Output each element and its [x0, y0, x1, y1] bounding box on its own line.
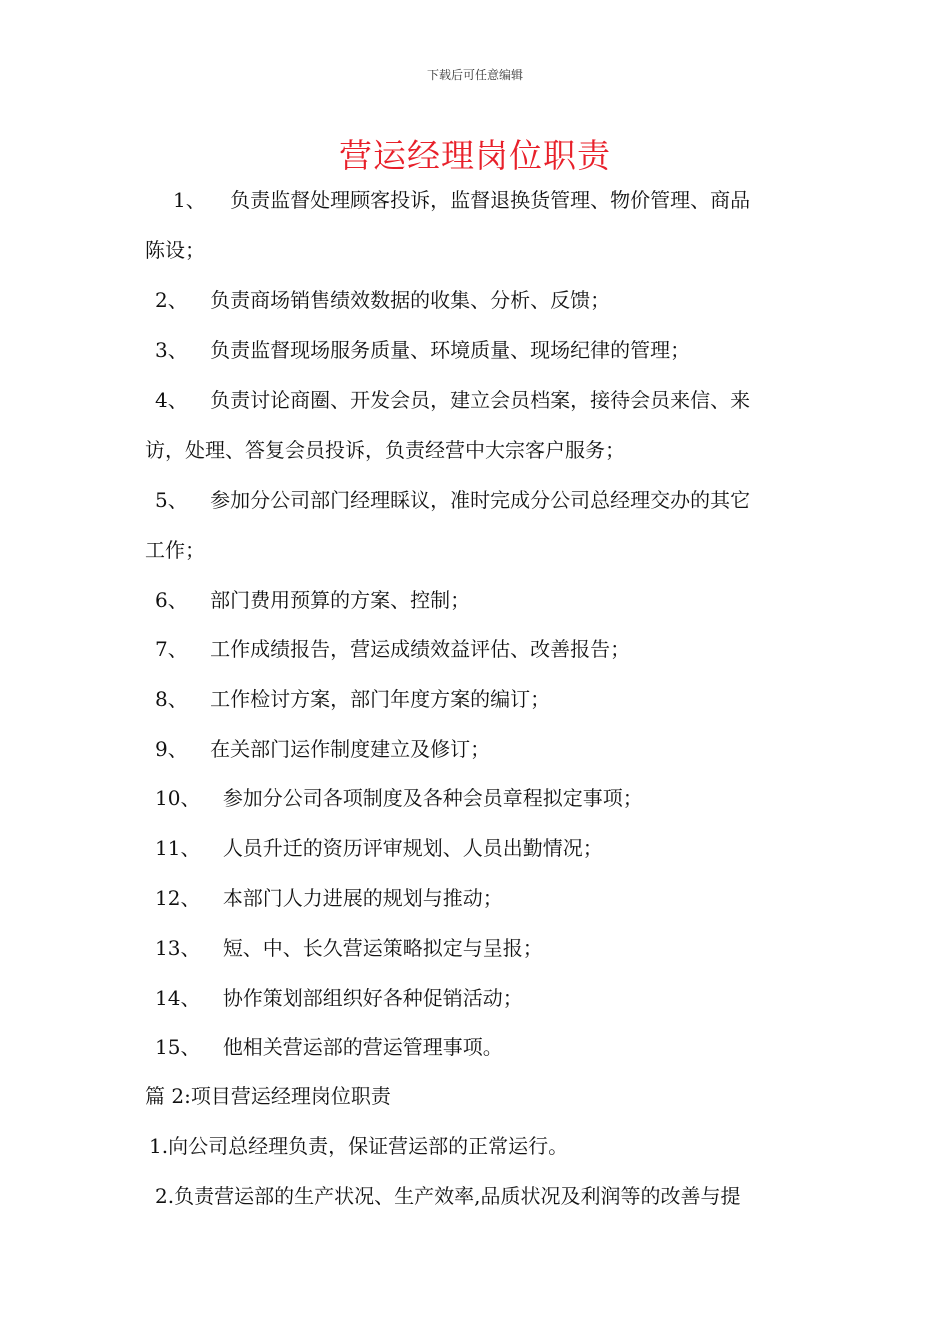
item-text: 本部门人力进展的规划与推动； — [222, 886, 503, 910]
item-text: 工作检讨方案，部门年度方案的编订； — [210, 687, 551, 711]
item-number: 11、 — [155, 836, 201, 860]
item-number: 2、 — [155, 288, 188, 312]
item-number: 15、 — [155, 1035, 201, 1059]
list-item — [155, 288, 610, 312]
list-item — [155, 637, 630, 661]
list-item-continuation — [145, 438, 625, 462]
list-item — [155, 588, 470, 612]
item-number: 5、 — [155, 488, 188, 512]
list-item — [155, 737, 490, 761]
item-number: 3、 — [155, 338, 188, 362]
item-text: 访，处理、答复会员投诉，负责经营中大宗客户服务； — [145, 438, 625, 462]
item-text: 工作成绩报告，营运成绩效益评估、改善报告； — [210, 637, 631, 661]
list-item-continuation — [145, 238, 205, 262]
item-text: 负责讨论商圈、开发会员，建立会员档案，接待会员来信、来 — [210, 388, 751, 412]
section-item: 2.负责营运部的生产状况、生产效率,品质状况及利润等的改善与提 — [155, 1184, 741, 1208]
item-text: 参加分公司部门经理睬议，准时完成分公司总经理交办的其它 — [210, 488, 751, 512]
list-item — [173, 188, 750, 212]
list-item — [155, 1035, 503, 1059]
item-text: 人员升迁的资历评审规划、人员出勤情况； — [222, 836, 603, 860]
list-item — [155, 786, 643, 810]
list-item — [155, 936, 543, 960]
list-item — [155, 388, 750, 412]
item-text: 工作； — [145, 538, 205, 562]
item-text: 陈设； — [145, 238, 205, 262]
item-text: 负责监督处理顾客投诉，监督退换货管理、物价管理、商品 — [230, 188, 751, 212]
item-number: 13、 — [155, 936, 201, 960]
item-text: 负责监督现场服务质量、环境质量、现场纪律的管理； — [210, 338, 691, 362]
item-text: 协作策划部组织好各种促销活动； — [222, 986, 523, 1010]
list-item — [155, 488, 750, 512]
item-text: 部门费用预算的方案、控制； — [210, 588, 471, 612]
item-number: 7、 — [155, 637, 188, 661]
item-text: 他相关营运部的营运管理事项。 — [222, 1035, 503, 1059]
section-item: 1.向公司总经理负责，保证营运部的正常运行。 — [149, 1134, 569, 1158]
item-text: 短、中、长久营运策略拟定与呈报； — [222, 936, 543, 960]
section-heading: 篇 2:项目营运经理岗位职责 — [145, 1084, 391, 1108]
item-text: 负责商场销售绩效数据的收集、分析、反馈； — [210, 288, 611, 312]
list-item — [155, 886, 503, 910]
document-title: 营运经理岗位职责 — [339, 136, 611, 175]
list-item — [155, 687, 550, 711]
item-number: 9、 — [155, 737, 188, 761]
list-item — [155, 986, 523, 1010]
item-number: 4、 — [155, 388, 188, 412]
item-number: 12、 — [155, 886, 201, 910]
list-item — [155, 836, 603, 860]
item-number: 8、 — [155, 687, 188, 711]
item-number: 1、 — [173, 188, 206, 212]
item-number: 10、 — [155, 786, 201, 810]
item-text: 参加分公司各项制度及各种会员章程拟定事项； — [222, 786, 643, 810]
list-item-continuation — [145, 538, 205, 562]
header-note: 下载后可任意编辑 — [426, 68, 523, 82]
item-number: 14、 — [155, 986, 201, 1010]
item-text: 在关部门运作制度建立及修订； — [210, 737, 491, 761]
list-item — [155, 338, 690, 362]
item-number: 6、 — [155, 588, 188, 612]
